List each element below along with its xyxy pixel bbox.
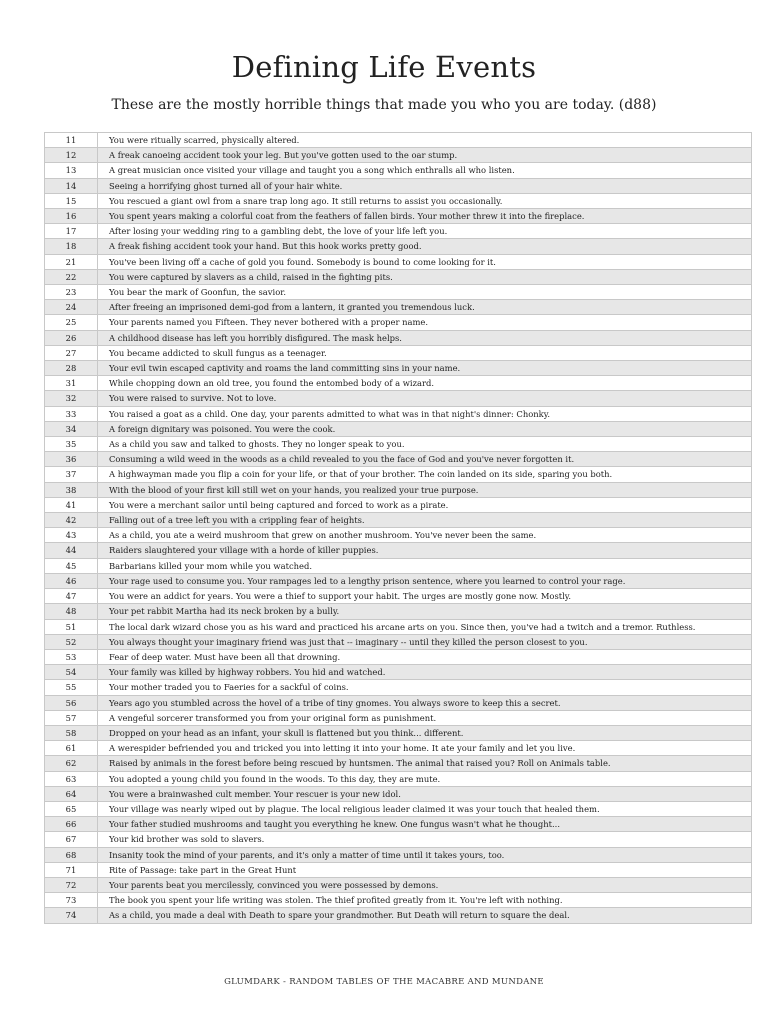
event-text: The book you spent your life writing was stolen. The thief profited greatly from it. You're left with nothing. [98,893,752,908]
page-footer: GLUMDARK - RANDOM TABLES OF THE MACABRE AND MUNDANE [224,977,544,987]
roll-number: 46 [45,573,98,588]
event-text: Rite of Passage: take part in the Great Hunt [98,862,752,877]
event-text: You were a brainwashed cult member. Your rescuer is your new idol. [98,786,752,801]
roll-number: 51 [45,619,98,634]
event-text: You were captured by slavers as a child, raised in the fighting pits. [98,269,752,284]
event-text: Your pet rabbit Martha had its neck broken by a bully. [98,604,752,619]
event-text: A great musician once visited your village and taught you a song which enthralls all who listen. [98,163,752,178]
event-text: A foreign dignitary was poisoned. You were the cook. [98,421,752,436]
roll-number: 24 [45,300,98,315]
event-text: You were raised to survive. Not to love. [98,391,752,406]
event-text: Your rage used to consume you. Your rampages led to a lengthy prison sentence, where you learned to control your rage. [98,573,752,588]
table-row [45,649,752,664]
table-row [45,361,752,376]
roll-number: 45 [45,558,98,573]
roll-number: 55 [45,680,98,695]
event-text: As a child, you ate a weird mushroom that grew on another mushroom. You've never been the same. [98,528,752,543]
table-row [45,467,752,482]
table-row [45,391,752,406]
table-row [45,239,752,254]
table-row [45,725,752,740]
roll-number: 42 [45,513,98,528]
event-text: You bear the mark of Goonfun, the savior. [98,285,752,300]
event-text: Your parents beat you mercilessly, convinced you were possessed by demons. [98,877,752,892]
table-body [45,133,752,924]
table-row [45,315,752,330]
table-row [45,330,752,345]
roll-number: 34 [45,421,98,436]
event-text: Fear of deep water. Must have been all that drowning. [98,649,752,664]
table-row [45,893,752,908]
table-row [45,573,752,588]
event-text: You were ritually scarred, physically altered. [98,133,752,148]
roll-number: 65 [45,801,98,816]
table-row [45,771,752,786]
roll-number: 14 [45,178,98,193]
table-row [45,558,752,573]
roll-number: 64 [45,786,98,801]
table-row [45,786,752,801]
roll-number: 66 [45,817,98,832]
event-text: Your mother traded you to Faeries for a sackful of coins. [98,680,752,695]
event-text: Your family was killed by highway robbers. You hid and watched. [98,665,752,680]
event-text: A werespider befriended you and tricked you into letting it into your home. It ate your family and let you live. [98,741,752,756]
event-text: Your parents named you Fifteen. They never bothered with a proper name. [98,315,752,330]
table-row [45,877,752,892]
roll-number: 58 [45,725,98,740]
roll-number: 17 [45,224,98,239]
roll-number: 57 [45,710,98,725]
roll-number: 23 [45,285,98,300]
table-row [45,604,752,619]
event-text: As a child you saw and talked to ghosts. They no longer speak to you. [98,437,752,452]
table-row [45,300,752,315]
table-row [45,209,752,224]
table-row [45,437,752,452]
event-text: A vengeful sorcerer transformed you from your original form as punishment. [98,710,752,725]
table-row [45,710,752,725]
roll-number: 38 [45,482,98,497]
roll-number: 61 [45,741,98,756]
roll-number: 22 [45,269,98,284]
event-text: You rescued a giant owl from a snare trap long ago. It still returns to assist you occasionally. [98,193,752,208]
table-row [45,862,752,877]
event-text: Dropped on your head as an infant, your skull is flattened but you think... different. [98,725,752,740]
table-row [45,741,752,756]
roll-number: 26 [45,330,98,345]
event-text: Your village was nearly wiped out by plague. The local religious leader claimed it was your touch that healed them. [98,801,752,816]
event-text: While chopping down an old tree, you found the entombed body of a wizard. [98,376,752,391]
life-events-table [44,132,752,924]
roll-number: 41 [45,497,98,512]
roll-number: 56 [45,695,98,710]
roll-number: 36 [45,452,98,467]
table-row [45,133,752,148]
table-row [45,497,752,512]
table-row [45,345,752,360]
table-row [45,680,752,695]
roll-number: 47 [45,589,98,604]
roll-number: 37 [45,467,98,482]
event-text: A childhood disease has left you horribly disfigured. The mask helps. [98,330,752,345]
table-row [45,254,752,269]
table-row [45,376,752,391]
table-row [45,665,752,680]
roll-number: 18 [45,239,98,254]
roll-number: 33 [45,406,98,421]
roll-number: 67 [45,832,98,847]
event-text: With the blood of your first kill still wet on your hands, you realized your true purpose. [98,482,752,497]
table-row [45,832,752,847]
event-text: Barbarians killed your mom while you watched. [98,558,752,573]
roll-number: 28 [45,361,98,376]
roll-number: 48 [45,604,98,619]
event-text: Your father studied mushrooms and taught you everything he knew. One fungus wasn't what he thought... [98,817,752,832]
roll-number: 44 [45,543,98,558]
event-text: A freak fishing accident took your hand. But this hook works pretty good. [98,239,752,254]
event-text: Seeing a horrifying ghost turned all of your hair white. [98,178,752,193]
event-text: Consuming a wild weed in the woods as a child revealed to you the face of God and you've never forgotten it. [98,452,752,467]
roll-number: 71 [45,862,98,877]
table-row [45,269,752,284]
event-text: Your evil twin escaped captivity and roams the land committing sins in your name. [98,361,752,376]
event-text: A highwayman made you flip a coin for your life, or that of your brother. The coin landed on its side, sparing you both. [98,467,752,482]
event-text: After freeing an imprisoned demi-god from a lantern, it granted you tremendous luck. [98,300,752,315]
roll-number: 68 [45,847,98,862]
roll-number: 12 [45,148,98,163]
roll-number: 54 [45,665,98,680]
table-row [45,908,752,923]
table-row [45,193,752,208]
roll-number: 53 [45,649,98,664]
roll-number: 11 [45,133,98,148]
event-text: Insanity took the mind of your parents, and it's only a matter of time until it takes yours, too. [98,847,752,862]
table-row [45,406,752,421]
roll-number: 62 [45,756,98,771]
event-text: The local dark wizard chose you as his ward and practiced his arcane arts on you. Since then, you've had a twitch and a tremor. Ruthless. [98,619,752,634]
table-row [45,178,752,193]
event-text: You were a merchant sailor until being captured and forced to work as a pirate. [98,497,752,512]
event-text: Raiders slaughtered your village with a horde of killer puppies. [98,543,752,558]
table-row [45,619,752,634]
table-row [45,543,752,558]
roll-number: 32 [45,391,98,406]
roll-number: 35 [45,437,98,452]
roll-number: 16 [45,209,98,224]
roll-number: 15 [45,193,98,208]
roll-number: 31 [45,376,98,391]
roll-number: 21 [45,254,98,269]
event-text: You adopted a young child you found in the woods. To this day, they are mute. [98,771,752,786]
event-text: You spent years making a colorful coat from the feathers of fallen birds. Your mother threw it into the fireplace. [98,209,752,224]
event-text: A freak canoeing accident took your leg. But you've gotten used to the oar stump. [98,148,752,163]
table-row [45,756,752,771]
table-row [45,148,752,163]
event-text: Raised by animals in the forest before being rescued by huntsmen. The animal that raised you? Roll on Animals table. [98,756,752,771]
table-row [45,452,752,467]
table-row [45,224,752,239]
table-row [45,513,752,528]
event-text: You raised a goat as a child. One day, your parents admitted to what was in that night's dinner: Chonky. [98,406,752,421]
roll-number: 25 [45,315,98,330]
roll-number: 63 [45,771,98,786]
table-row [45,528,752,543]
page-subtitle: These are the mostly horrible things that made you who you are today. (d88) [111,97,657,113]
table-row [45,163,752,178]
roll-number: 52 [45,634,98,649]
table-row [45,817,752,832]
page-title: Defining Life Events [231,50,537,84]
roll-number: 13 [45,163,98,178]
event-text: You became addicted to skull fungus as a teenager. [98,345,752,360]
table-row [45,695,752,710]
roll-number: 73 [45,893,98,908]
event-text: As a child, you made a deal with Death to spare your grandmother. But Death will return to square the deal. [98,908,752,923]
event-text: Years ago you stumbled across the hovel of a tribe of tiny gnomes. You always swore to keep this a secret. [98,695,752,710]
table-row [45,847,752,862]
event-text: You were an addict for years. You were a thief to support your habit. The urges are mostly gone now. Mostly. [98,589,752,604]
table-row [45,285,752,300]
roll-number: 74 [45,908,98,923]
event-text: Your kid brother was sold to slavers. [98,832,752,847]
roll-number: 72 [45,877,98,892]
table-row [45,589,752,604]
table-row [45,421,752,436]
table-row [45,482,752,497]
table-row [45,801,752,816]
event-text: You've been living off a cache of gold you found. Somebody is bound to come looking for it. [98,254,752,269]
event-text: You always thought your imaginary friend was just that -- imaginary -- until they killed the person closest to you. [98,634,752,649]
event-text: After losing your wedding ring to a gambling debt, the love of your life left you. [98,224,752,239]
event-text: Falling out of a tree left you with a crippling fear of heights. [98,513,752,528]
table-row [45,634,752,649]
roll-number: 43 [45,528,98,543]
roll-number: 27 [45,345,98,360]
